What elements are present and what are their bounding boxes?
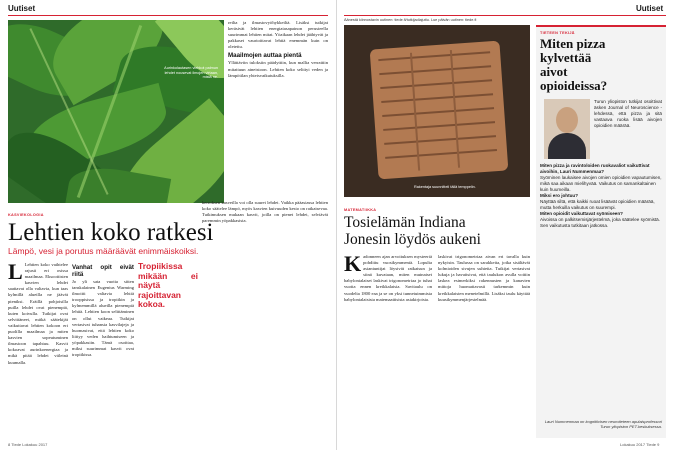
section-label-left: Uutiset [8, 4, 36, 13]
sidebar-kicker: TIETEEN TEKIJÄ [540, 31, 575, 35]
article-column-3-continued [138, 262, 198, 437]
sidebar-intro: Turun yliopiston tutkijat osoittivat äsken Journal of Neuroscience -lehdessä, että pizza ja sitä vastaava ruoka lisää aivojen opioidien määrää. [594, 99, 662, 129]
photo-caption-left: Aurinkolautasen viehkot palmun lehdet nousevat ilmojen virtaan, mistä ne. [164, 66, 218, 80]
article-column-right-1 [344, 254, 432, 438]
question-1: Miten pizza ja ravintoloiden ruokavaliot vaikuttivat aivoihin, Lauri Nummenmaa? [540, 163, 650, 174]
page-footer-right: Lokakuu 2017 Tiede 9 [620, 442, 660, 447]
article-kicker-right: MATEMATIIKKA [344, 208, 377, 212]
column-1-text: Lehtien koko vaihtelee rajusti eri osissa maailmaa. Eksoottisten kasvien lehdet saattavat olla valtavia, kun taas kylmillä alueilla ne jäävät pieniksi. Eräillä pohjoisilla puilla lehdet ovat pienempiä, kuten koivulla. Tutkijat ovat selvittäneet, mitkä säätekijät vaikuttavat lehtien kokoon eri puolilla maailmaa ja miten kasvien sopeutuminen ilmastoon tapahtuu. Kasvit kokoavat aurinkoenergiaa ja mikä pitää lehdet viileinä kuumalla. [8, 262, 68, 365]
column-right-1-text: adonneen ajan arvoituksen mysteeriä pohdittu vuosikymmeniä. Lopulta asiantuntijat löysivät ratkaisun ja siinä kuvataan, miten muinaiset babylonialaiset laskivat trigonometriaa jo tuhat vuotta ennen kreikkalaisia. Savitaulu on vuodelta 1800 eaa ja se on yksi tunnetuimmista babylonialaisista matemaattisista asiakirjoista. [344, 254, 432, 302]
article-column-3 [228, 20, 328, 190]
article-kicker-left: KASVIEKOLOGIA [8, 213, 44, 217]
section-label-right: Uutiset [636, 4, 664, 13]
header-rule-left [8, 15, 328, 16]
answer-3: Aivoissa on palkitsemisjärjestelmä, joka säätelee syömistä. Sen vaikutusta tutkitaan jatkossa. [540, 217, 660, 228]
article-column-2 [72, 262, 134, 437]
column-2-text: Jo yli sata vuotta sitten tanskalainen Eugenius Warming ilmoitti valtavia lehtiä trooppisissa ja tropiikin ja kylmemmillä alueilla pienempiä lehtiä. Lehtien koon selittäminen on ollut vaikeaa. Tutkijat vertasivat tuhansia kasvilajeja ja huomasivat, että lehtien koko liittyy veden haihtumiseen ja yöpakkasiin. Tämä osoittaa, miksi suurimmat kasvit ovat tropiikissa. [72, 279, 134, 358]
photo-caption-right: Rakentaja suunnitteli tällä temppelin. [414, 185, 476, 189]
page-gutter [336, 0, 337, 450]
drop-cap: L [8, 262, 23, 284]
column-3-text: reilta ja ilmastovyöhykkeiltä. Lisäksi tutkijat keräsivät lehtien energiatasapainon perusteella suurimmat lehtien mitat. Yöaikaan lehdet jäähtyvät ja pakkaset vaurioittavat lehtiä enemmän kuin on oletettu. [228, 20, 328, 50]
sidebar-title: Miten pizza kylvettää aivot opioideissa? [540, 36, 608, 93]
article-column-4 [202, 200, 328, 437]
pull-quote: Tropiikissa mikään ei näytä rajoittavan kokoa. [138, 262, 198, 309]
article-column-1 [8, 262, 68, 437]
article-deck-left: Lämpö, vesi ja porutus määräävät enimmäiskoiksi. [8, 246, 199, 256]
leaf-photo [8, 20, 224, 203]
sidebar-interview-box [536, 25, 666, 438]
answer-1: Syöminen laukaisee aivojen omien opioidien vapautumisen, mikä saa aikaan mielihyvää. Vaikutus on samankaltainen kuin huumeilla. [540, 175, 662, 192]
column-right-2-text: laskivat trigonometriaa aivan eri tavalla kuin nykyisin. Taulussa on sarakkeita, jotka sisältävät kolmioiden sivujen suhteita. Tutkijat vertasivat lukuja ja havaitsivat, että taulukon avulla voitiin laskea esimerkiksi rakennusten ja kanavien mittoja huomattavasti tarkemmin kuin kreikkalaisten menetelmillä. Lisäksi taulu käyttää kuusikymmenjärjestelmää. [438, 254, 530, 302]
subheading-2: Maailmojen auttaa pientä [228, 52, 302, 60]
sidebar-qa [540, 163, 662, 425]
article-title-right-line-2: Jonesin löydös aukeni [344, 231, 481, 248]
subheading-1: Vanhat opit eivät riitä [72, 264, 134, 278]
column-4-text: kerroksen kasveilla voi olla suuret lehdet. Vaikka pääasiassa lehtien koko säätelee lämpö, myös kasvien kuivuuden kesto on ratkaisevaa. Tutkimuksen mukaan kasvit, joilla on pienet lehdet, selviävät paremmin yöpakkasista. [202, 200, 328, 224]
clay-tablet-photo [344, 25, 530, 197]
drop-cap-right: K [344, 254, 362, 276]
question-2: Miksi ero johtuu? [540, 193, 579, 198]
article-column-right-2 [438, 254, 530, 438]
question-3: Miten opioidit vaikuttavat syömiseen? [540, 211, 623, 216]
photo-credit: Äänestä kiinnostavin uutinen: tiede.fi/tutkijadiajuttu. Lue päivän uutinen: tiede.fi [344, 18, 477, 22]
article-title-left: Lehtien koko ratkesi [8, 219, 214, 246]
article-title-right-line-1: Tosielämän Indiana [344, 214, 466, 231]
page-footer-left: 8 Tiede Lokakuu 2017 [8, 442, 48, 447]
answer-2: Näyttää siltä, että kaikki ruoat lisäävät opioidien määrää, mutta herkuilla vaikutus on suurempi. [540, 199, 655, 210]
sidebar-signature: Lauri Nummenmaa on kognitiivisen neurotieteen apulaisprofessori Turun yliopiston PET-keskuksessa. [544, 419, 662, 429]
portrait-photo [544, 99, 590, 159]
column-3b-text: Yllättäviin tuloksiin päädyttiin, kun mallia verrattiin mitattuun aineistoon. Lehtien koko selittyi veden ja lämpötilan yhteisvaikutuksilla. [228, 60, 328, 78]
header-rule-right [344, 15, 666, 16]
